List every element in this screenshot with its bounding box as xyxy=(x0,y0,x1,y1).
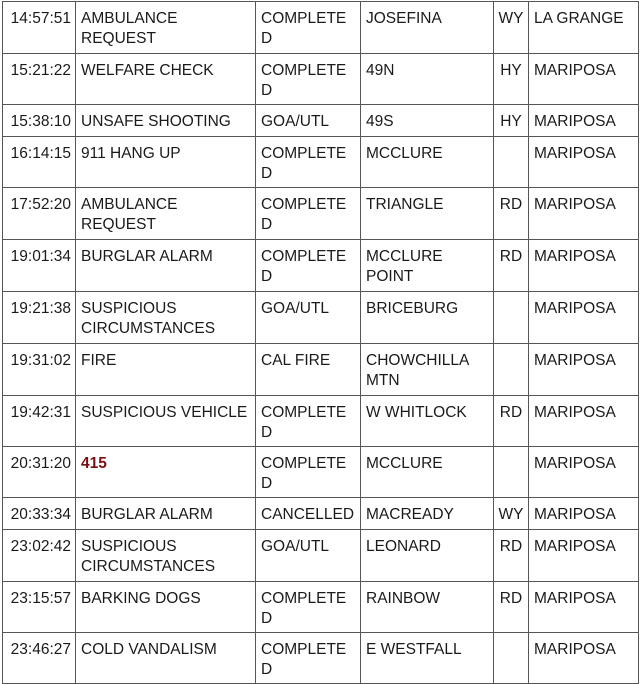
table-row xyxy=(3,344,639,396)
time-cell: 19:01:34 xyxy=(3,240,76,292)
table-row xyxy=(3,292,639,344)
street-suffix-cell: RD xyxy=(494,582,529,633)
status-cell: COMPLETED xyxy=(256,2,361,54)
street-cell: E WESTFALL xyxy=(361,633,494,684)
street-suffix-cell xyxy=(494,292,529,344)
call-type-cell: BURGLAR ALARM xyxy=(76,240,256,292)
table-row xyxy=(3,530,639,582)
call-type-cell: BARKING DOGS xyxy=(76,582,256,633)
status-cell: COMPLETED xyxy=(256,240,361,292)
table-row xyxy=(3,396,639,447)
city-cell: LA GRANGE xyxy=(529,2,639,54)
street-cell: JOSEFINA xyxy=(361,2,494,54)
status-cell: COMPLETED xyxy=(256,633,361,684)
status-cell: COMPLETED xyxy=(256,582,361,633)
street-suffix-cell: RD xyxy=(494,188,529,240)
street-cell: W WHITLOCK xyxy=(361,396,494,447)
city-cell: MARIPOSA xyxy=(529,137,639,188)
time-cell: 23:46:27 xyxy=(3,633,76,684)
table-row xyxy=(3,240,639,292)
status-cell: COMPLETED xyxy=(256,447,361,498)
street-suffix-cell: WY xyxy=(494,2,529,54)
status-cell: GOA/UTL xyxy=(256,530,361,582)
street-cell: 49N xyxy=(361,54,494,105)
street-cell: MACREADY xyxy=(361,498,494,530)
call-type-cell: SUSPICIOUS CIRCUMSTANCES xyxy=(76,530,256,582)
time-cell: 15:21:22 xyxy=(3,54,76,105)
call-type-cell: AMBULANCE REQUEST xyxy=(76,188,256,240)
call-type-cell: AMBULANCE REQUEST xyxy=(76,2,256,54)
table-row xyxy=(3,105,639,137)
street-suffix-cell: RD xyxy=(494,240,529,292)
street-cell: BRICEBURG xyxy=(361,292,494,344)
table-row xyxy=(3,582,639,633)
time-cell: 19:42:31 xyxy=(3,396,76,447)
call-type-cell: 415 xyxy=(76,447,256,498)
status-cell: COMPLETED xyxy=(256,137,361,188)
street-cell: TRIANGLE xyxy=(361,188,494,240)
street-suffix-cell xyxy=(494,344,529,396)
call-type-cell: WELFARE CHECK xyxy=(76,54,256,105)
status-cell: CANCELLED xyxy=(256,498,361,530)
call-type-cell: 911 HANG UP xyxy=(76,137,256,188)
time-cell: 23:15:57 xyxy=(3,582,76,633)
table-row xyxy=(3,137,639,188)
status-cell: COMPLETED xyxy=(256,396,361,447)
street-cell: MCCLURE xyxy=(361,137,494,188)
call-type-cell: COLD VANDALISM xyxy=(76,633,256,684)
status-cell: COMPLETED xyxy=(256,188,361,240)
status-cell: COMPLETED xyxy=(256,54,361,105)
city-cell: MARIPOSA xyxy=(529,105,639,137)
street-suffix-cell: WY xyxy=(494,498,529,530)
time-cell: 23:02:42 xyxy=(3,530,76,582)
time-cell: 16:14:15 xyxy=(3,137,76,188)
status-cell: GOA/UTL xyxy=(256,105,361,137)
time-cell: 17:52:20 xyxy=(3,188,76,240)
time-cell: 14:57:51 xyxy=(3,2,76,54)
table-row xyxy=(3,447,639,498)
city-cell: MARIPOSA xyxy=(529,54,639,105)
street-suffix-cell: HY xyxy=(494,54,529,105)
street-suffix-cell xyxy=(494,447,529,498)
call-type-cell: SUSPICIOUS VEHICLE xyxy=(76,396,256,447)
time-cell: 15:38:10 xyxy=(3,105,76,137)
street-cell: 49S xyxy=(361,105,494,137)
street-suffix-cell: HY xyxy=(494,105,529,137)
call-type-cell: BURGLAR ALARM xyxy=(76,498,256,530)
time-cell: 19:31:02 xyxy=(3,344,76,396)
street-cell: LEONARD xyxy=(361,530,494,582)
status-cell: GOA/UTL xyxy=(256,292,361,344)
time-cell: 20:31:20 xyxy=(3,447,76,498)
call-log-table xyxy=(2,1,639,684)
table-row xyxy=(3,188,639,240)
street-cell: CHOWCHILLA MTN xyxy=(361,344,494,396)
city-cell: MARIPOSA xyxy=(529,292,639,344)
time-cell: 19:21:38 xyxy=(3,292,76,344)
status-cell: CAL FIRE xyxy=(256,344,361,396)
city-cell: MARIPOSA xyxy=(529,188,639,240)
city-cell: MARIPOSA xyxy=(529,498,639,530)
street-suffix-cell xyxy=(494,633,529,684)
street-cell: MCCLURE xyxy=(361,447,494,498)
table-row xyxy=(3,498,639,530)
street-suffix-cell: RD xyxy=(494,530,529,582)
table-row xyxy=(3,633,639,684)
city-cell: MARIPOSA xyxy=(529,633,639,684)
street-cell: RAINBOW xyxy=(361,582,494,633)
city-cell: MARIPOSA xyxy=(529,344,639,396)
city-cell: MARIPOSA xyxy=(529,240,639,292)
call-type-cell: UNSAFE SHOOTING xyxy=(76,105,256,137)
call-type-cell: SUSPICIOUS CIRCUMSTANCES xyxy=(76,292,256,344)
city-cell: MARIPOSA xyxy=(529,447,639,498)
call-type-cell: FIRE xyxy=(76,344,256,396)
street-cell: MCCLURE POINT xyxy=(361,240,494,292)
table-row xyxy=(3,54,639,105)
city-cell: MARIPOSA xyxy=(529,396,639,447)
table-row xyxy=(3,2,639,54)
time-cell: 20:33:34 xyxy=(3,498,76,530)
street-suffix-cell: RD xyxy=(494,396,529,447)
city-cell: MARIPOSA xyxy=(529,582,639,633)
city-cell: MARIPOSA xyxy=(529,530,639,582)
street-suffix-cell xyxy=(494,137,529,188)
